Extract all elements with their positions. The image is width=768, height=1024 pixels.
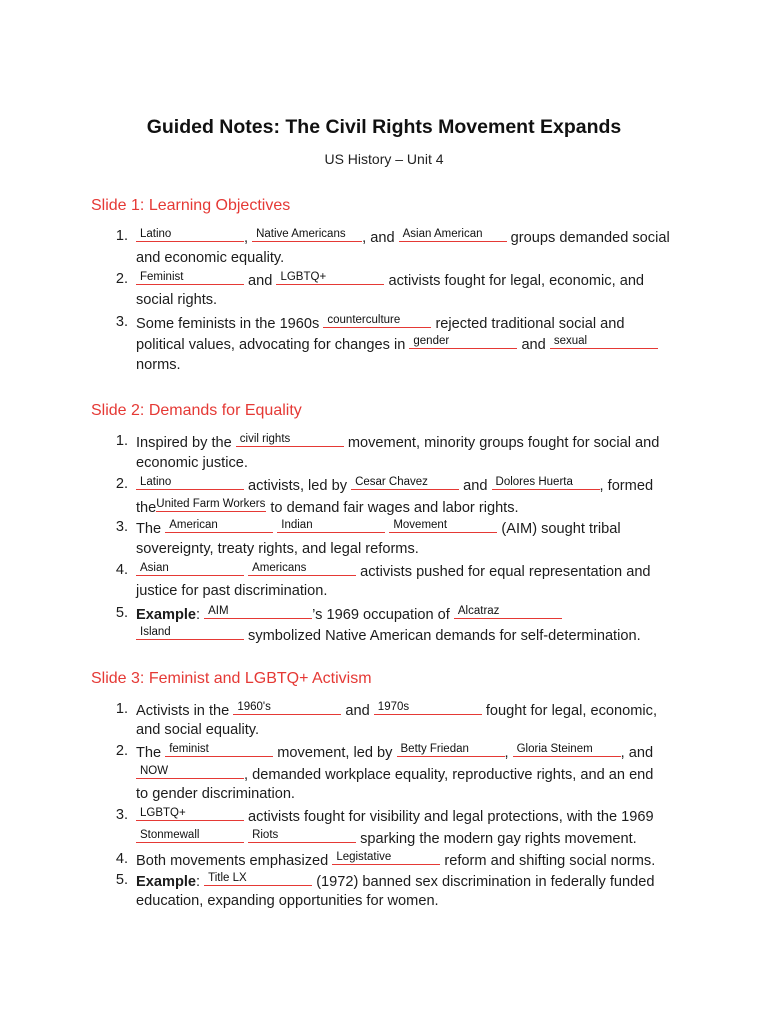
answer-blank	[252, 227, 362, 242]
answer-blank	[136, 270, 244, 285]
static-text: Both movements emphasized	[136, 853, 333, 869]
handwritten-answer: Feminist	[140, 271, 184, 283]
slide-1-heading: Slide 1: Learning Objectives	[91, 197, 291, 214]
handwritten-answer: Latino	[140, 476, 172, 488]
static-text: movement, led by	[273, 745, 397, 761]
static-text: and	[341, 703, 374, 719]
static-text: the	[136, 500, 157, 516]
answer-blank	[136, 764, 244, 779]
static-text: reform and shifting social norms.	[440, 853, 656, 869]
answer-blank	[165, 518, 273, 533]
answer-blank	[277, 518, 385, 533]
list-item-line	[136, 270, 644, 290]
list-item-line	[136, 334, 658, 354]
static-text: activists, led by	[244, 478, 352, 494]
handwritten-answer: 1970s	[377, 701, 410, 713]
slide-2-heading: Slide 2: Demands for Equality	[91, 402, 302, 419]
answer-blank	[389, 518, 497, 533]
static-text: rejected traditional social and	[431, 316, 625, 332]
static-text: (AIM) sought tribal	[497, 521, 621, 537]
static-text: sparking the modern gay rights movement.	[356, 831, 637, 847]
list-item-line	[136, 806, 654, 826]
static-text: , and	[620, 745, 654, 761]
answer-blank	[397, 742, 505, 757]
static-text: , and	[362, 230, 399, 246]
list-item-line	[136, 871, 655, 891]
static-text: Activists in the	[136, 703, 234, 719]
handwritten-answer: Native Americans	[256, 228, 346, 240]
list-number: 4.	[115, 851, 128, 867]
static-text: (1972) banned sex discrimination in federally funded	[312, 874, 655, 890]
list-number: 1.	[115, 228, 128, 244]
handwritten-answer: Stonmewall	[140, 829, 200, 841]
answer-blank	[136, 828, 244, 843]
handwritten-answer: NOW	[140, 765, 169, 777]
static-text: symbolized Native American demands for self-determination.	[244, 628, 641, 644]
handwritten-answer: Movement	[393, 519, 448, 531]
answer-blank	[399, 227, 507, 242]
handwritten-answer: counterculture	[327, 314, 401, 326]
handwritten-answer: feminist	[169, 743, 209, 755]
answer-blank	[136, 561, 244, 576]
example-label: Example	[136, 607, 197, 623]
list-item-line	[136, 742, 653, 762]
list-item-line	[136, 227, 670, 247]
static-text: Some feminists in the 1960s	[136, 316, 324, 332]
static-text: and	[244, 273, 277, 289]
answer-blank	[374, 700, 482, 715]
answer-blank	[204, 604, 312, 619]
answer-blank	[492, 475, 600, 490]
list-number: 2.	[115, 476, 128, 492]
answer-blank	[136, 625, 244, 640]
list-number: 2.	[115, 271, 128, 287]
handwritten-answer: Asian	[140, 562, 169, 574]
list-item-line	[136, 625, 641, 645]
answer-blank	[165, 742, 273, 757]
answer-blank	[136, 806, 244, 821]
static-text: groups demanded social	[506, 230, 670, 246]
list-item-line	[136, 700, 657, 720]
static-text: The	[136, 745, 166, 761]
list-item-line	[136, 518, 621, 538]
static-text: activists fought for legal, economic, and	[384, 273, 645, 289]
handwritten-answer: Americans	[252, 562, 307, 574]
handwritten-answer: Asian American	[402, 228, 483, 240]
example-label: Example	[136, 874, 197, 890]
handwritten-answer: Betty Friedan	[400, 743, 469, 755]
answer-blank	[513, 742, 621, 757]
answer-blank	[454, 604, 562, 619]
static-text: fought for legal, economic,	[481, 703, 658, 719]
answer-blank	[550, 334, 658, 349]
handwritten-answer: LGBTQ+	[140, 807, 186, 819]
static-text: to demand fair wages and labor rights.	[266, 500, 519, 516]
answer-blank	[248, 561, 356, 576]
list-item-line	[136, 475, 653, 495]
list-number: 5.	[115, 605, 128, 621]
static-text: ,	[244, 230, 253, 246]
static-text: ’s 1969 occupation of	[312, 607, 454, 623]
static-text: :	[196, 874, 205, 890]
static-text: , demanded workplace equality, reproductive rights, and an end	[244, 767, 654, 783]
list-item-line: norms.	[136, 357, 181, 373]
handwritten-answer: AIM	[208, 605, 229, 617]
list-number: 2.	[115, 743, 128, 759]
list-item-line	[136, 432, 659, 452]
handwritten-answer: Riots	[252, 829, 279, 841]
list-item-line: economic justice.	[136, 455, 248, 471]
answer-blank	[236, 432, 344, 447]
list-item-line: education, expanding opportunities for women.	[136, 893, 439, 909]
handwritten-answer: Alcatraz	[457, 605, 500, 617]
list-item-line: and social equality.	[136, 722, 260, 738]
list-item-line: to gender discrimination.	[136, 786, 295, 802]
static-text: , formed	[599, 478, 654, 494]
handwritten-answer: civil rights	[239, 433, 291, 445]
list-item-line	[136, 497, 519, 517]
list-number: 1.	[115, 433, 128, 449]
list-item-line: and economic equality.	[136, 250, 285, 266]
handwritten-answer: Dolores Huerta	[495, 476, 573, 488]
list-item-line: justice for past discrimination.	[136, 583, 328, 599]
list-item-line	[136, 764, 653, 784]
static-text: and	[517, 337, 550, 353]
handwritten-answer: 1960's	[237, 701, 271, 713]
static-text: :	[196, 607, 205, 623]
answer-blank	[233, 700, 341, 715]
answer-blank	[136, 475, 244, 490]
answer-blank	[409, 334, 517, 349]
static-text: Inspired by the	[136, 435, 236, 451]
list-item-line: social rights.	[136, 292, 218, 308]
list-number: 3.	[115, 519, 128, 535]
list-number: 1.	[115, 701, 128, 717]
list-number: 3.	[115, 314, 128, 330]
static-text: ,	[504, 745, 513, 761]
static-text: The	[136, 521, 166, 537]
handwritten-answer: Gloria Steinem	[516, 743, 593, 755]
answer-blank	[276, 270, 384, 285]
answer-blank	[204, 871, 312, 886]
handwritten-answer: Cesar Chavez	[355, 476, 428, 488]
list-item-line	[136, 313, 624, 333]
answer-blank	[323, 313, 431, 328]
handwritten-answer: LGBTQ+	[280, 271, 327, 283]
list-item-line	[136, 561, 651, 581]
static-text: movement, minority groups fought for social and	[343, 435, 660, 451]
handwritten-answer: sexual	[553, 335, 588, 347]
list-number: 4.	[115, 562, 128, 578]
static-text: activists pushed for equal representation and	[356, 564, 651, 580]
page-subtitle: US History – Unit 4	[324, 151, 444, 167]
handwritten-answer: Title LX	[208, 872, 247, 884]
handwritten-answer: Island	[140, 626, 171, 638]
answer-blank	[156, 497, 266, 512]
answer-blank	[351, 475, 459, 490]
static-text: and	[459, 478, 492, 494]
handwritten-answer: Indian	[281, 519, 313, 531]
answer-blank	[136, 227, 244, 242]
handwritten-answer: Legistative	[336, 851, 392, 863]
slide-3-heading: Slide 3: Feminist and LGBTQ+ Activism	[91, 670, 372, 687]
static-text: activists fought for visibility and legal protections, with the 1969	[244, 809, 654, 825]
page-title: Guided Notes: The Civil Rights Movement Expands	[146, 116, 622, 138]
handwritten-answer: gender	[413, 335, 450, 347]
list-item-line	[136, 604, 562, 624]
answer-blank	[248, 828, 356, 843]
list-item-line: sovereignty, treaty rights, and legal reforms.	[136, 541, 419, 557]
list-number: 5.	[115, 872, 128, 888]
handwritten-answer: American	[169, 519, 218, 531]
handwritten-answer: United Farm Workers	[156, 498, 266, 510]
list-item-line	[136, 828, 637, 848]
list-number: 3.	[115, 807, 128, 823]
static-text: political values, advocating for changes in	[136, 337, 410, 353]
answer-blank	[332, 850, 440, 865]
list-item-line	[136, 850, 655, 870]
handwritten-answer: Latino	[140, 228, 172, 240]
